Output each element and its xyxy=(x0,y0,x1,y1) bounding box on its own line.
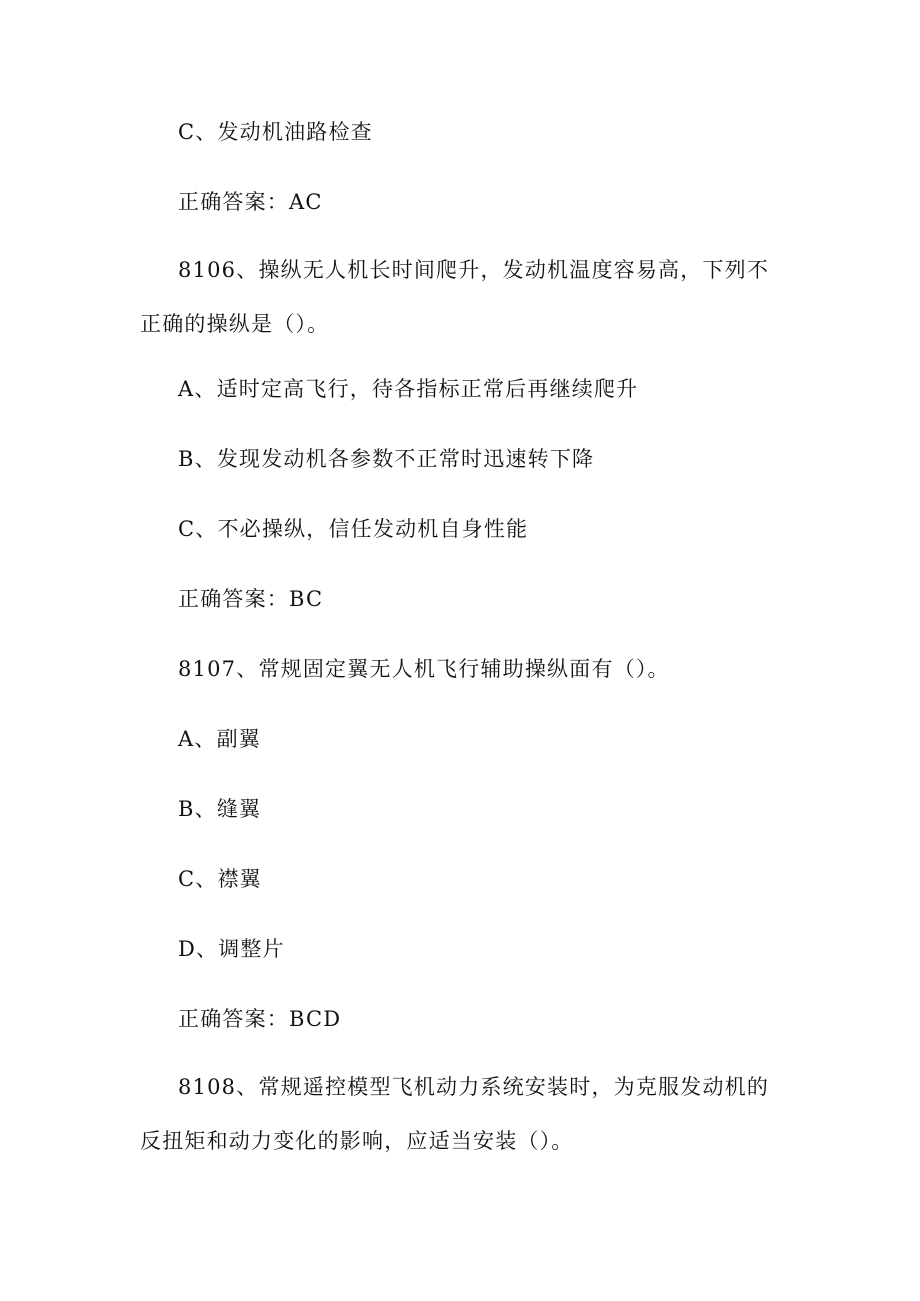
q8106-option-c: C、不必操纵，信任发动机自身性能 xyxy=(178,517,529,541)
q8106-option-a: A、适时定高飞行，待各指标正常后再继续爬升 xyxy=(178,377,639,401)
q8107-option-a: A、副翼 xyxy=(178,727,261,751)
q8107-option-b: B、缝翼 xyxy=(178,797,262,821)
q8107-option-d: D、调整片 xyxy=(178,937,285,961)
q8108-question: 8108、常规遥控模型飞机动力系统安装时，为克服发动机的反扭矩和动力变化的影响，应适当安装（）。 xyxy=(140,1075,770,1153)
q8105-option-c: C、发动机油路检查 xyxy=(178,120,373,144)
q8106-option-b: B、发现发动机各参数不正常时迅速转下降 xyxy=(178,447,595,471)
q8107-question: 8107、常规固定翼无人机飞行辅助操纵面有（）。 xyxy=(178,657,670,681)
q8105-answer: 正确答案：AC xyxy=(178,190,323,214)
q8107-option-c: C、襟翼 xyxy=(178,867,262,891)
q8106-answer: 正确答案：BC xyxy=(178,587,324,611)
q8106-question: 8106、操纵无人机长时间爬升，发动机温度容易高，下列不正确的操纵是（）。 xyxy=(140,258,770,336)
q8107-answer: 正确答案：BCD xyxy=(178,1007,342,1031)
